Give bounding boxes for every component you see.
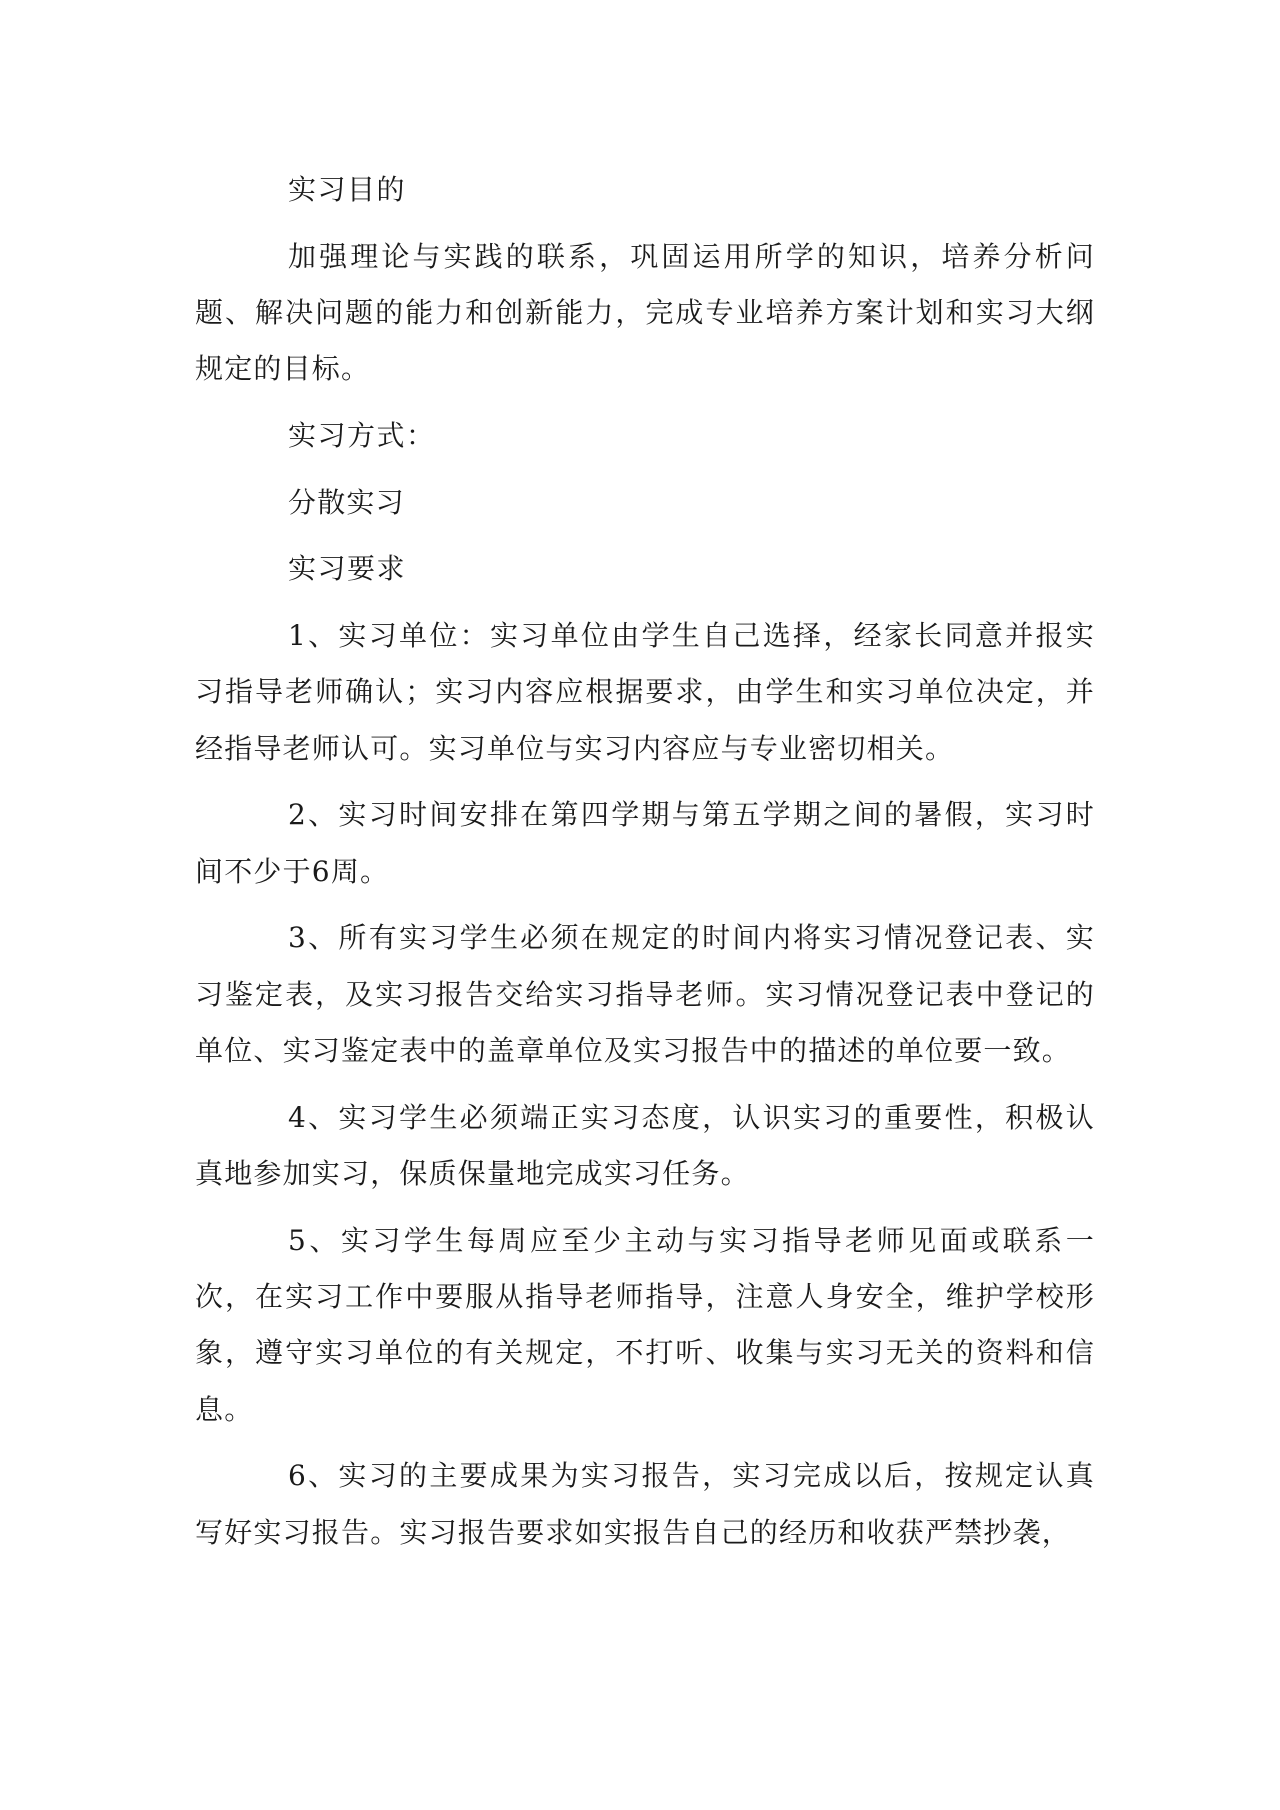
paragraph-purpose: 加强理论与实践的联系，巩固运用所学的知识，培养分析问题、解决问题的能力和创新能力，完成专业培养方案计划和实习大纲规定的目标。 xyxy=(195,239,1095,386)
requirement-item-5: 5、实习学生每周应至少主动与实习指导老师见面或联系一次，在实习工作中要服从指导老师指导，注意人身安全，维护学校形象，遵守实习单位的有关规定，不打听、收集与实习无关的资料和信息。 xyxy=(195,1223,1095,1426)
section-heading-method: 实习方式： xyxy=(288,419,436,452)
document-body xyxy=(195,162,1095,1571)
paragraph-method: 分散实习 xyxy=(288,485,405,519)
requirement-item-2: 2、实习时间安排在第四学期与第五学期之间的暑假，实习时间不少于6周。 xyxy=(195,798,1095,888)
requirement-item-6: 6、实习的主要成果为实习报告，实习完成以后，按规定认真写好实习报告。实习报告要求如实报告自己的经历和收获严禁抄袭， xyxy=(195,1459,1095,1549)
requirement-item-3: 3、所有实习学生必须在规定的时间内将实习情况登记表、实习鉴定表，及实习报告交给实习指导老师。实习情况登记表中登记的单位、实习鉴定表中的盖章单位及实习报告中的描述的单位要一致。 xyxy=(195,921,1095,1067)
section-heading-requirements: 实习要求 xyxy=(288,552,407,586)
requirement-item-4: 4、实习学生必须端正实习态度，认识实习的重要性，积极认真地参加实习，保质保量地完成实习任务。 xyxy=(195,1100,1095,1190)
section-heading-purpose: 实习目的 xyxy=(288,173,407,206)
requirement-item-1: 1、实习单位：实习单位由学生自己选择，经家长同意并报实习指导老师确认；实习内容应根据要求，由学生和实习单位决定，并经指导老师认可。实习单位与实习内容应与专业密切相关。 xyxy=(195,618,1095,765)
